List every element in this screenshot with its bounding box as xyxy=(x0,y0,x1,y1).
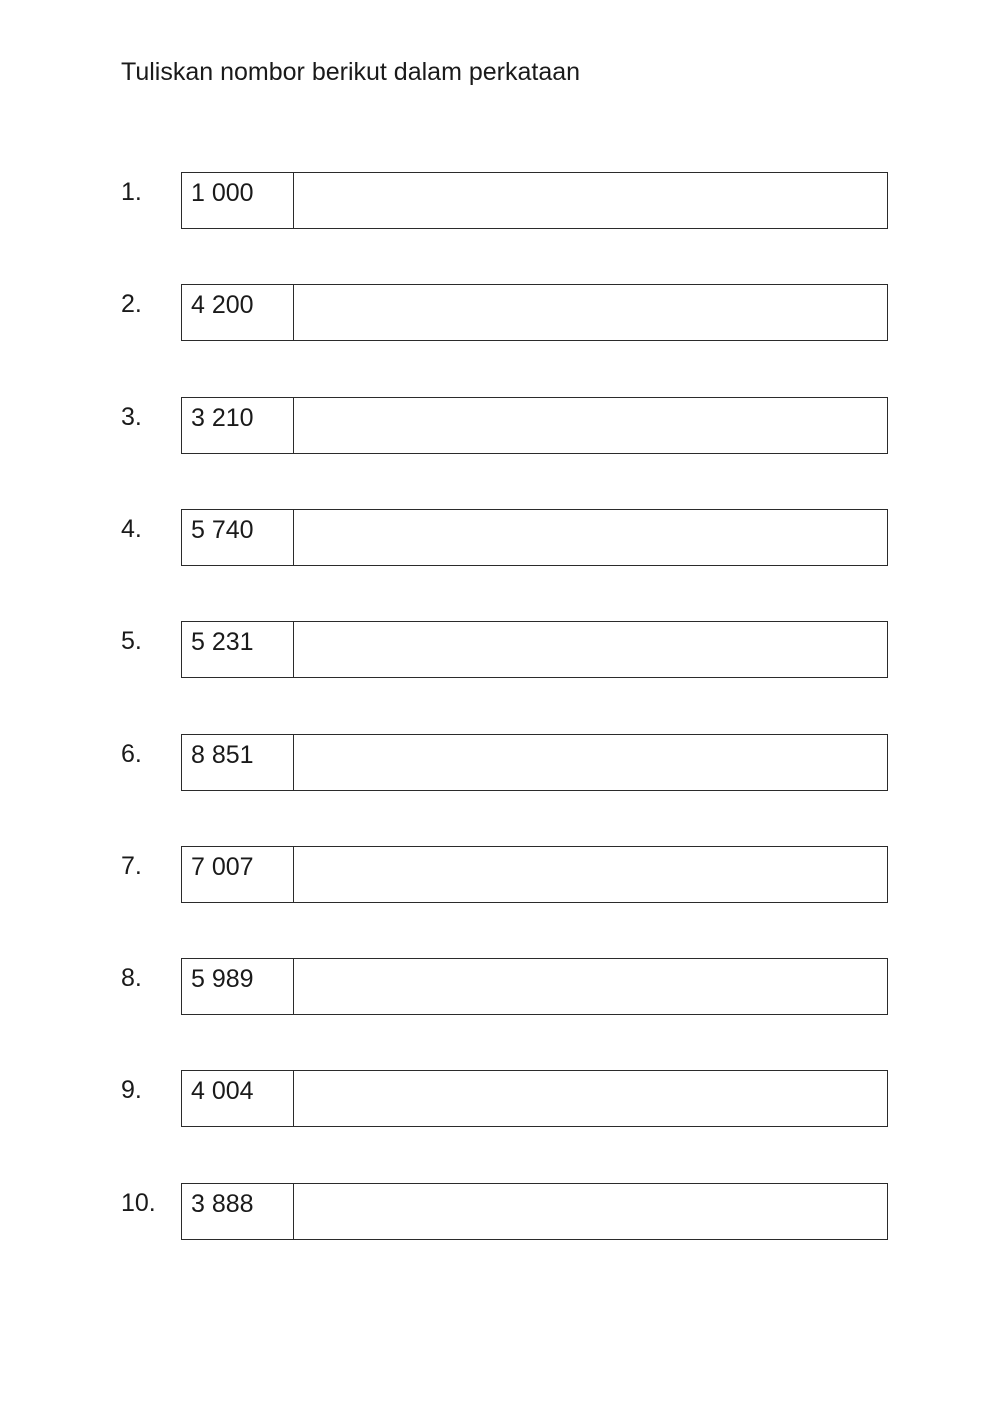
question-number: 1. xyxy=(121,178,142,206)
number-cell: 3 210 xyxy=(182,398,294,453)
number-cell: 4 200 xyxy=(182,285,294,340)
answer-field[interactable] xyxy=(294,735,887,790)
question-number: 3. xyxy=(121,403,142,431)
answer-table xyxy=(181,1183,888,1240)
exercise-row xyxy=(0,172,1000,230)
exercise-row xyxy=(0,284,1000,342)
question-number: 6. xyxy=(121,740,142,768)
question-number: 8. xyxy=(121,964,142,992)
answer-table xyxy=(181,397,888,454)
question-number: 10. xyxy=(121,1189,156,1217)
answer-table xyxy=(181,1070,888,1127)
number-cell: 5 740 xyxy=(182,510,294,565)
answer-table xyxy=(181,734,888,791)
number-cell: 5 231 xyxy=(182,622,294,677)
answer-field[interactable] xyxy=(294,173,887,228)
answer-field[interactable] xyxy=(294,398,887,453)
question-number: 4. xyxy=(121,515,142,543)
exercise-row xyxy=(0,958,1000,1016)
number-cell: 3 888 xyxy=(182,1184,294,1239)
answer-table xyxy=(181,621,888,678)
answer-field[interactable] xyxy=(294,510,887,565)
number-cell: 7 007 xyxy=(182,847,294,902)
answer-field[interactable] xyxy=(294,285,887,340)
exercise-row xyxy=(0,846,1000,904)
answer-field[interactable] xyxy=(294,959,887,1014)
exercise-row xyxy=(0,1070,1000,1128)
exercise-row xyxy=(0,1183,1000,1241)
instruction-heading: Tuliskan nombor berikut dalam perkataan xyxy=(121,58,581,86)
number-cell: 8 851 xyxy=(182,735,294,790)
answer-field[interactable] xyxy=(294,622,887,677)
number-cell: 1 000 xyxy=(182,173,294,228)
answer-field[interactable] xyxy=(294,1071,887,1126)
number-cell: 5 989 xyxy=(182,959,294,1014)
exercise-row xyxy=(0,734,1000,792)
answer-table xyxy=(181,958,888,1015)
question-number: 5. xyxy=(121,627,142,655)
answer-table xyxy=(181,509,888,566)
answer-table xyxy=(181,846,888,903)
answer-field[interactable] xyxy=(294,1184,887,1239)
answer-table xyxy=(181,284,888,341)
exercise-row xyxy=(0,621,1000,679)
question-number: 2. xyxy=(121,290,142,318)
number-cell: 4 004 xyxy=(182,1071,294,1126)
answer-field[interactable] xyxy=(294,847,887,902)
exercise-row xyxy=(0,509,1000,567)
exercise-row xyxy=(0,397,1000,455)
question-number: 7. xyxy=(121,852,142,880)
answer-table xyxy=(181,172,888,229)
question-number: 9. xyxy=(121,1076,142,1104)
